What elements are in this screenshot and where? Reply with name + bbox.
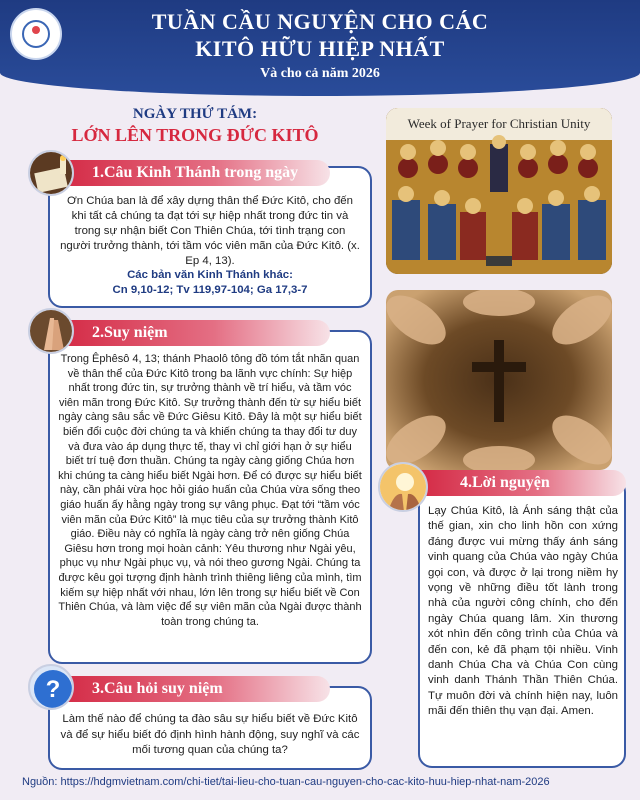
page-title-line1: TUẦN CẦU NGUYỆN CHO CÁC xyxy=(151,9,489,34)
page-subtitle: Và cho cả năm 2026 xyxy=(260,66,380,81)
scripture-refs-label: Các bản văn Kinh Thánh khác: xyxy=(127,269,293,281)
day-label: NGÀY THỨ TÁM: xyxy=(132,106,258,122)
source-link[interactable]: Nguồn: https://hdgmvietnam.com/chi-tiet/tai-lieu-cho-tuan-cau-nguyen-cho-cac-kito-huu-hiep-nhat-nam-2026 xyxy=(22,776,550,788)
unity-icon-painting xyxy=(386,108,612,274)
section2-heading: 2.Suy niệm xyxy=(40,320,330,346)
cross-horizontal xyxy=(472,362,526,372)
question-text: Làm thế nào để chúng ta đào sâu sự hiểu biết về Đức Kitô và để sự hiểu biết đó định hình hành động, suy nghĩ và các mối tương quan của chúng ta? xyxy=(60,713,360,756)
reflection-card xyxy=(48,330,372,664)
reflection-text: Trong Êphêsô 4, 13; thánh Phaolô tông đồ tóm tắt nhãn quan về thân thể của Đức Kitô trong ba lãnh vực chính: Sự hiệp nhất trong đức tin, sự trưởng thành về trí hiểu, và tầm vóc viên mãn trong Đức Kitô. Sự trưởng thành đến từ sự hiểu biết ngày càng sâu sắc về Đức Giêsu Kitô. Đây là một sự hiểu biết biến đổi cuộc đời chúng ta và khiến chúng ta thay đổi tư duy và đưa vào áp dụng thực tế, thay vì chỉ giới hạn ở sự hiểu biết trí tuệ đơn thuần. Chúng ta ngày càng giống Chúa hơn khi chúng ta càng hiểu biết Ngài hơn. Để có được sự hiểu biết này, cần phải vừa học hỏi giáo huấn của Chúa vừa sống theo giáo huấn ấy hằng ngày trong sự vâng phục. Đạt tới “tầm vóc viên mãn của Đức Kitô” là mục tiêu của sự trưởng thành Kitô giáo. Điều này có nghĩa là ngày càng trở nên giống Chúa Giêsu hơn trong mọi hoàn cảnh: Yêu thương như Ngài yêu, phục vụ như Ngài phục vụ, và nói theo gương Ngài. Chúng ta được kêu gọi tượng định hành trình thiêng liêng của mình, tìm kiếm sự hiệp nhất với nhau, lớn lên trong sự hiểu biết về Con Thiên Chúa, và làm việc để sự viên mãn của Ngài được thành toàn trong chúng ta. xyxy=(58,353,362,628)
icon-caption: Week of Prayer for Christian Unity xyxy=(407,116,591,131)
section3-heading: 3.Câu hỏi suy niệm xyxy=(40,676,330,702)
prayer-light-icon xyxy=(378,462,428,512)
question-mark-icon xyxy=(28,664,74,710)
day-title: LỚN LÊN TRONG ĐỨC KITÔ xyxy=(71,125,319,145)
scripture-card xyxy=(48,166,372,308)
section4-heading: 4.Lời nguyện xyxy=(404,470,626,496)
logo-dot-icon xyxy=(32,26,40,34)
prayer-card xyxy=(418,478,626,768)
logo xyxy=(10,8,62,60)
page-title-line2: KITÔ HỮU HIỆP NHẤT xyxy=(195,36,445,61)
bible-icon xyxy=(28,150,74,196)
scripture-text: Ơn Chúa ban là để xây dựng thân thể Đức Kitô, cho đến khi tất cả chúng ta đạt tới sự hiệp nhất trong đức tin và trong sự nhận biết Con Thiên Chúa, tới tình trạng con người trưởng thành, tới tầm vóc viên mãn của Đức Kitô. (x. Ep 4, 13). xyxy=(60,195,360,267)
section1-heading: 1.Câu Kinh Thánh trong ngày xyxy=(40,160,330,186)
hands-cross-photo xyxy=(386,290,612,470)
cross-vertical xyxy=(494,340,504,422)
scripture-refs: Cn 9,10-12; Tv 119,97-104; Ga 17,3-7 xyxy=(112,284,308,296)
logo-ring-icon xyxy=(22,20,50,48)
praying-hands-icon xyxy=(28,308,74,354)
question-mark-glyph: ? xyxy=(45,676,61,703)
prayer-text: Lạy Chúa Kitô, là Ánh sáng thật của thế gian, xin cho linh hồn con xứng đáng được vui mừng thấy ánh sáng vinh quang của Chúa vào ngày Chúa gọi con, và được ở lại trong niềm hy vọng về những điều tốt lành trong nhà của người công chính, cho đến ngày Chúa quang lâm. Xin thương xót nhìn đến công trình của Chúa và đến con, kẻ đã phạm tội nhiều. Vinh danh Chúa Cha và Chúa Con cùng vinh danh Thánh Thần Thiên Chúa. Tự muôn đời và chính hiện nay, luôn mãi đến thiên thụ vạn đại. Amen. xyxy=(428,505,618,718)
page-title xyxy=(60,8,580,62)
